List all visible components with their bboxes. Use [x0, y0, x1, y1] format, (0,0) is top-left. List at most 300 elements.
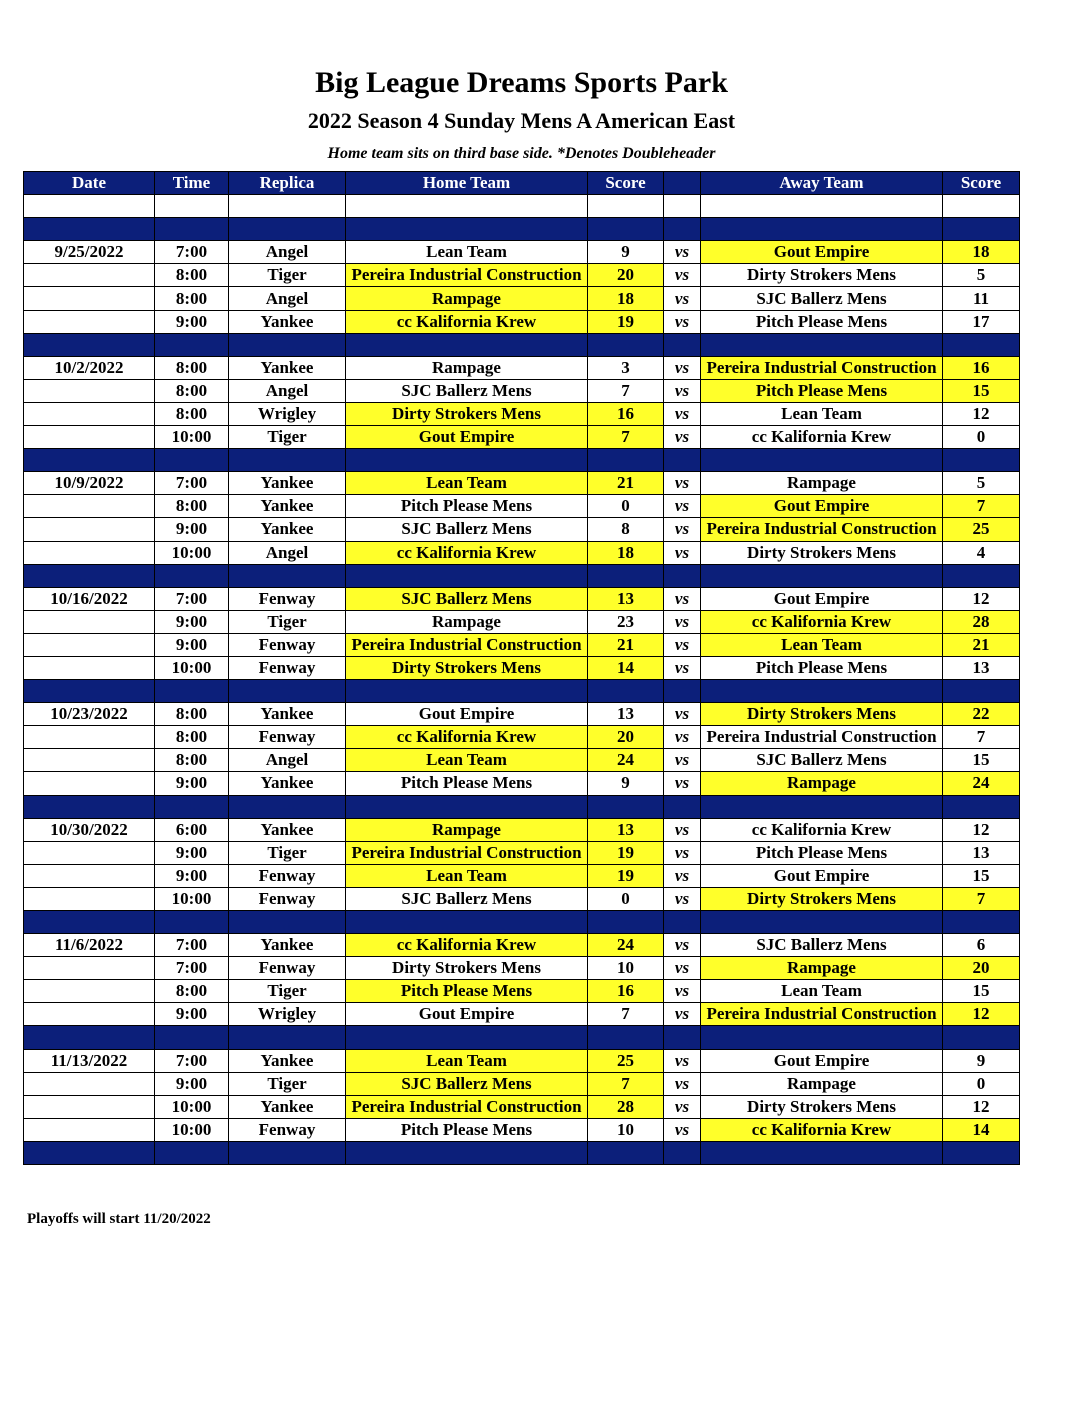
away-score: 18 — [943, 241, 1020, 264]
home-team-name: Gout Empire — [418, 704, 515, 724]
home-team — [346, 402, 588, 425]
game-row — [24, 426, 1020, 449]
game-time: 10:00 — [155, 656, 229, 679]
game-row — [24, 864, 1020, 887]
away-team — [701, 772, 943, 795]
home-team-name: Pitch Please Mens — [400, 773, 533, 793]
vs-label: vs — [664, 379, 701, 402]
column-header-vs — [664, 172, 701, 195]
game-date: 9/25/2022 — [24, 241, 155, 264]
field-name: Fenway — [229, 726, 346, 749]
game-row — [24, 1095, 1020, 1118]
home-score: 28 — [588, 1095, 664, 1118]
schedule-note: Home team sits on third base side. *Denotes Doubleheader — [327, 145, 716, 162]
field-name: Fenway — [229, 633, 346, 656]
away-team-name: Pitch Please Mens — [755, 842, 888, 862]
game-date — [24, 264, 155, 287]
empty-cell — [588, 564, 664, 587]
game-date: 10/9/2022 — [24, 472, 155, 495]
home-score: 23 — [588, 610, 664, 633]
column-header-home-score: Score — [588, 172, 664, 195]
away-team — [701, 980, 943, 1003]
home-team-name: cc Kalifornia Krew — [396, 542, 537, 562]
field-name: Tiger — [229, 426, 346, 449]
away-team-name: Pereira Industrial Construction — [706, 519, 937, 539]
home-team-name: Lean Team — [426, 750, 507, 770]
empty-cell — [346, 1026, 588, 1049]
home-score: 0 — [588, 887, 664, 910]
week-separator — [24, 564, 1020, 587]
home-team-name: Lean Team — [426, 1050, 507, 1070]
away-team — [701, 426, 943, 449]
home-team-name: SJC Ballerz Mens — [401, 588, 532, 608]
home-team-name: cc Kalifornia Krew — [396, 727, 537, 747]
empty-cell — [588, 1141, 664, 1164]
game-time: 8:00 — [155, 402, 229, 425]
schedule-body — [24, 195, 1020, 1165]
away-team — [701, 356, 943, 379]
empty-cell — [588, 680, 664, 703]
vs-label: vs — [664, 1003, 701, 1026]
home-team — [346, 1003, 588, 1026]
home-team — [346, 841, 588, 864]
game-date: 11/6/2022 — [24, 934, 155, 957]
empty-cell — [664, 449, 701, 472]
playoffs-note: Playoffs will start 11/20/2022 — [27, 1211, 211, 1227]
game-date — [24, 841, 155, 864]
home-score: 24 — [588, 934, 664, 957]
home-score: 24 — [588, 749, 664, 772]
away-team — [701, 1095, 943, 1118]
home-score: 7 — [588, 1003, 664, 1026]
home-team — [346, 587, 588, 610]
game-date — [24, 610, 155, 633]
field-name: Fenway — [229, 864, 346, 887]
away-team-name: Pitch Please Mens — [755, 658, 888, 678]
game-row — [24, 379, 1020, 402]
away-score: 12 — [943, 818, 1020, 841]
away-team-name: Rampage — [787, 958, 856, 978]
home-score: 16 — [588, 980, 664, 1003]
home-team-name: SJC Ballerz Mens — [401, 1073, 532, 1093]
field-name: Tiger — [229, 264, 346, 287]
empty-cell — [701, 333, 943, 356]
empty-cell — [229, 795, 346, 818]
home-score: 16 — [588, 402, 664, 425]
home-team-name: Pitch Please Mens — [400, 496, 533, 516]
empty-cell — [155, 564, 229, 587]
game-date: 11/13/2022 — [24, 1049, 155, 1072]
game-time: 6:00 — [155, 818, 229, 841]
home-team — [346, 541, 588, 564]
game-time: 9:00 — [155, 1072, 229, 1095]
home-score: 19 — [588, 310, 664, 333]
game-time: 10:00 — [155, 541, 229, 564]
empty-cell — [346, 449, 588, 472]
game-date — [24, 726, 155, 749]
empty-cell — [24, 911, 155, 934]
home-team — [346, 287, 588, 310]
empty-cell — [229, 1026, 346, 1049]
empty-cell — [588, 195, 664, 218]
game-date — [24, 379, 155, 402]
away-team-name: Pereira Industrial Construction — [706, 357, 937, 377]
empty-cell — [229, 680, 346, 703]
empty-cell — [229, 195, 346, 218]
empty-cell — [664, 195, 701, 218]
field-name: Tiger — [229, 980, 346, 1003]
away-score: 15 — [943, 379, 1020, 402]
empty-cell — [664, 1026, 701, 1049]
away-team — [701, 818, 943, 841]
column-header-away-team: Away Team — [701, 172, 943, 195]
away-team — [701, 864, 943, 887]
empty-cell — [664, 795, 701, 818]
away-team-name: cc Kalifornia Krew — [751, 819, 892, 839]
home-team — [346, 1072, 588, 1095]
field-name: Fenway — [229, 887, 346, 910]
game-time: 9:00 — [155, 1003, 229, 1026]
home-score: 14 — [588, 656, 664, 679]
vs-label: vs — [664, 980, 701, 1003]
empty-cell — [346, 911, 588, 934]
home-score: 25 — [588, 1049, 664, 1072]
home-team-name: Dirty Strokers Mens — [392, 658, 541, 678]
game-row — [24, 495, 1020, 518]
away-team — [701, 587, 943, 610]
vs-label: vs — [664, 957, 701, 980]
game-time: 7:00 — [155, 587, 229, 610]
away-team — [701, 1049, 943, 1072]
game-time: 9:00 — [155, 610, 229, 633]
week-separator — [24, 1141, 1020, 1164]
game-row — [24, 818, 1020, 841]
field-name: Yankee — [229, 1049, 346, 1072]
away-team — [701, 287, 943, 310]
empty-cell — [701, 195, 943, 218]
game-row — [24, 957, 1020, 980]
game-date — [24, 749, 155, 772]
away-score: 5 — [943, 264, 1020, 287]
home-team — [346, 241, 588, 264]
empty-cell — [588, 1026, 664, 1049]
away-team — [701, 841, 943, 864]
field-name: Wrigley — [229, 402, 346, 425]
away-score: 13 — [943, 841, 1020, 864]
home-score: 10 — [588, 957, 664, 980]
field-name: Angel — [229, 287, 346, 310]
home-team — [346, 426, 588, 449]
game-time: 8:00 — [155, 287, 229, 310]
column-header-home-team: Home Team — [346, 172, 588, 195]
vs-label: vs — [664, 587, 701, 610]
home-score: 20 — [588, 726, 664, 749]
home-team — [346, 957, 588, 980]
empty-cell — [588, 333, 664, 356]
empty-cell — [943, 449, 1020, 472]
game-date — [24, 772, 155, 795]
field-name: Fenway — [229, 1118, 346, 1141]
away-score: 28 — [943, 610, 1020, 633]
away-team-name: Pitch Please Mens — [755, 311, 888, 331]
empty-cell — [943, 564, 1020, 587]
away-team-name: Gout Empire — [773, 242, 870, 262]
empty-cell — [346, 218, 588, 241]
away-team-name: cc Kalifornia Krew — [751, 611, 892, 631]
home-team-name: Rampage — [432, 288, 501, 308]
empty-cell — [943, 1141, 1020, 1164]
empty-cell — [943, 795, 1020, 818]
away-team-name: Gout Empire — [773, 865, 870, 885]
game-date — [24, 887, 155, 910]
home-team-name: Pereira Industrial Construction — [351, 1096, 582, 1116]
away-team-name: Lean Team — [781, 634, 862, 654]
empty-cell — [701, 1141, 943, 1164]
away-team — [701, 703, 943, 726]
vs-label: vs — [664, 518, 701, 541]
home-team — [346, 864, 588, 887]
game-row — [24, 703, 1020, 726]
away-team-name: Pereira Industrial Construction — [706, 1004, 937, 1024]
home-team — [346, 633, 588, 656]
week-separator — [24, 795, 1020, 818]
vs-label: vs — [664, 726, 701, 749]
game-row — [24, 656, 1020, 679]
game-time: 9:00 — [155, 841, 229, 864]
away-score: 6 — [943, 934, 1020, 957]
empty-cell — [943, 911, 1020, 934]
home-score: 0 — [588, 495, 664, 518]
empty-cell — [701, 449, 943, 472]
away-score: 20 — [943, 957, 1020, 980]
game-row — [24, 633, 1020, 656]
field-name: Yankee — [229, 472, 346, 495]
away-team — [701, 957, 943, 980]
home-team — [346, 887, 588, 910]
empty-cell — [588, 911, 664, 934]
away-team — [701, 495, 943, 518]
empty-cell — [943, 333, 1020, 356]
week-separator — [24, 911, 1020, 934]
away-score: 16 — [943, 356, 1020, 379]
empty-cell — [588, 449, 664, 472]
game-row — [24, 472, 1020, 495]
away-score: 12 — [943, 402, 1020, 425]
away-team — [701, 656, 943, 679]
game-date — [24, 957, 155, 980]
home-score: 18 — [588, 287, 664, 310]
home-team-name: Pereira Industrial Construction — [351, 634, 582, 654]
home-team — [346, 356, 588, 379]
home-team-name: Dirty Strokers Mens — [392, 403, 541, 423]
game-row — [24, 726, 1020, 749]
game-time: 8:00 — [155, 980, 229, 1003]
game-time: 8:00 — [155, 495, 229, 518]
home-team — [346, 703, 588, 726]
empty-cell — [346, 680, 588, 703]
empty-cell — [155, 1026, 229, 1049]
game-date — [24, 402, 155, 425]
vs-label: vs — [664, 402, 701, 425]
away-team — [701, 379, 943, 402]
empty-cell — [664, 911, 701, 934]
empty-cell — [701, 795, 943, 818]
vs-label: vs — [664, 841, 701, 864]
home-team — [346, 495, 588, 518]
field-name: Yankee — [229, 703, 346, 726]
home-team — [346, 980, 588, 1003]
empty-cell — [664, 218, 701, 241]
home-score: 9 — [588, 772, 664, 795]
vs-label: vs — [664, 1095, 701, 1118]
field-name: Angel — [229, 541, 346, 564]
home-team — [346, 472, 588, 495]
home-team — [346, 934, 588, 957]
empty-cell — [701, 218, 943, 241]
away-team-name: Gout Empire — [773, 496, 870, 516]
field-name: Yankee — [229, 518, 346, 541]
empty-cell — [24, 795, 155, 818]
away-team — [701, 1118, 943, 1141]
empty-cell — [701, 680, 943, 703]
game-date: 10/2/2022 — [24, 356, 155, 379]
away-team — [701, 472, 943, 495]
away-team — [701, 934, 943, 957]
empty-cell — [155, 911, 229, 934]
away-score: 9 — [943, 1049, 1020, 1072]
field-name: Yankee — [229, 1095, 346, 1118]
home-score: 13 — [588, 587, 664, 610]
game-row — [24, 772, 1020, 795]
away-team-name: Lean Team — [781, 981, 862, 1001]
game-date: 10/16/2022 — [24, 587, 155, 610]
away-score: 12 — [943, 1003, 1020, 1026]
vs-label: vs — [664, 264, 701, 287]
game-time: 7:00 — [155, 957, 229, 980]
home-team — [346, 264, 588, 287]
home-team-name: Gout Empire — [418, 427, 515, 447]
field-name: Angel — [229, 749, 346, 772]
vs-label: vs — [664, 472, 701, 495]
column-header-date: Date — [24, 172, 155, 195]
home-score: 13 — [588, 818, 664, 841]
home-team-name: Dirty Strokers Mens — [392, 958, 541, 978]
away-team-name: Dirty Strokers Mens — [747, 265, 896, 285]
home-team — [346, 518, 588, 541]
home-team-name: SJC Ballerz Mens — [401, 519, 532, 539]
game-time: 9:00 — [155, 864, 229, 887]
game-date — [24, 310, 155, 333]
empty-cell — [155, 680, 229, 703]
home-team — [346, 1049, 588, 1072]
game-date — [24, 426, 155, 449]
away-team — [701, 241, 943, 264]
game-time: 8:00 — [155, 749, 229, 772]
game-row — [24, 610, 1020, 633]
field-name: Fenway — [229, 957, 346, 980]
away-score: 15 — [943, 980, 1020, 1003]
game-time: 8:00 — [155, 264, 229, 287]
vs-label: vs — [664, 356, 701, 379]
away-score: 4 — [943, 541, 1020, 564]
away-team-name: Rampage — [787, 1073, 856, 1093]
away-score: 7 — [943, 887, 1020, 910]
game-time: 9:00 — [155, 772, 229, 795]
field-name: Tiger — [229, 1072, 346, 1095]
game-time: 7:00 — [155, 472, 229, 495]
game-time: 9:00 — [155, 518, 229, 541]
field-name: Angel — [229, 241, 346, 264]
game-time: 10:00 — [155, 887, 229, 910]
week-separator — [24, 333, 1020, 356]
away-team — [701, 310, 943, 333]
field-name: Fenway — [229, 587, 346, 610]
empty-cell — [155, 218, 229, 241]
away-team — [701, 610, 943, 633]
empty-cell — [24, 333, 155, 356]
vs-label: vs — [664, 749, 701, 772]
game-row — [24, 518, 1020, 541]
empty-cell — [155, 195, 229, 218]
home-team-name: Pereira Industrial Construction — [351, 265, 582, 285]
game-date — [24, 656, 155, 679]
week-separator — [24, 218, 1020, 241]
field-name: Tiger — [229, 841, 346, 864]
game-date — [24, 495, 155, 518]
game-time: 8:00 — [155, 379, 229, 402]
game-date: 10/23/2022 — [24, 703, 155, 726]
empty-cell — [24, 564, 155, 587]
away-team — [701, 541, 943, 564]
home-score: 7 — [588, 379, 664, 402]
empty-cell — [155, 449, 229, 472]
away-score: 24 — [943, 772, 1020, 795]
vs-label: vs — [664, 1072, 701, 1095]
home-score: 7 — [588, 426, 664, 449]
empty-cell — [701, 911, 943, 934]
home-score: 3 — [588, 356, 664, 379]
vs-label: vs — [664, 541, 701, 564]
game-date: 10/30/2022 — [24, 818, 155, 841]
empty-cell — [346, 333, 588, 356]
empty-cell — [664, 564, 701, 587]
home-score: 18 — [588, 541, 664, 564]
game-date — [24, 633, 155, 656]
away-team-name: Lean Team — [781, 403, 862, 423]
empty-cell — [24, 1026, 155, 1049]
vs-label: vs — [664, 241, 701, 264]
vs-label: vs — [664, 703, 701, 726]
field-name: Yankee — [229, 818, 346, 841]
column-header-time: Time — [155, 172, 229, 195]
game-time: 7:00 — [155, 934, 229, 957]
empty-cell — [155, 795, 229, 818]
week-separator — [24, 449, 1020, 472]
home-team — [346, 1095, 588, 1118]
empty-cell — [229, 564, 346, 587]
empty-cell — [24, 1141, 155, 1164]
away-team-name: Dirty Strokers Mens — [747, 542, 896, 562]
game-date — [24, 1072, 155, 1095]
empty-cell — [346, 564, 588, 587]
game-time: 8:00 — [155, 703, 229, 726]
home-team — [346, 379, 588, 402]
home-team-name: Pereira Industrial Construction — [351, 842, 582, 862]
game-row — [24, 264, 1020, 287]
vs-label: vs — [664, 1049, 701, 1072]
game-row — [24, 887, 1020, 910]
home-team-name: Lean Team — [426, 473, 507, 493]
